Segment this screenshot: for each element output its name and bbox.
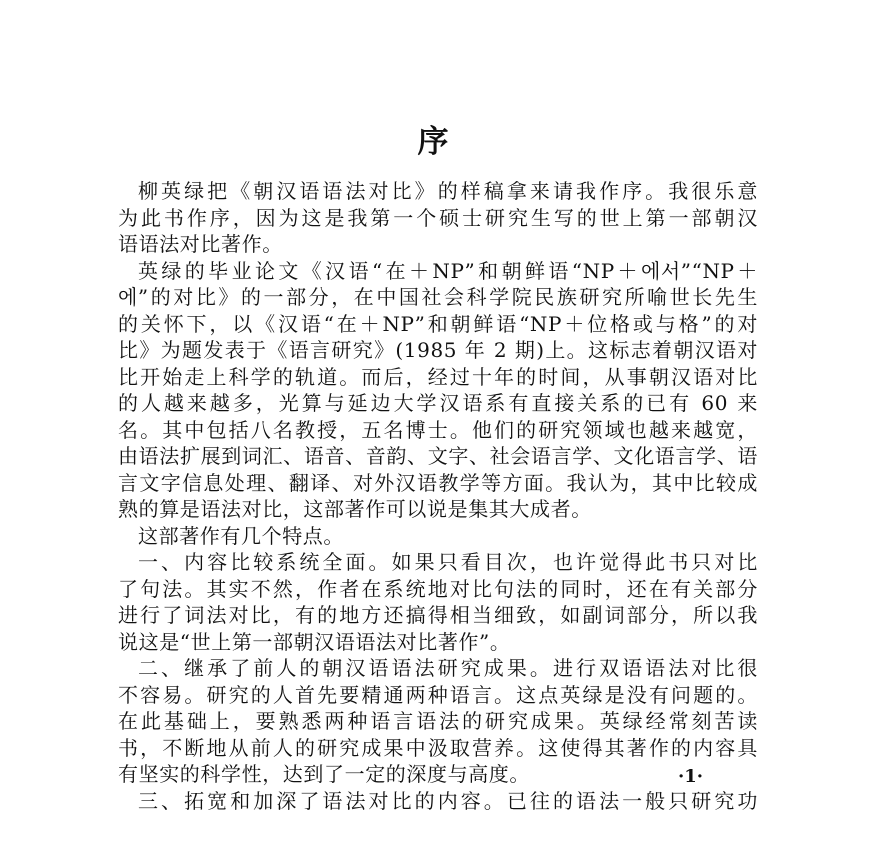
text-line: 的关怀下，以《汉语“在＋NP”和朝鲜语“NP＋位格或与格”的对 (118, 311, 758, 336)
text-line: 一、内容比较系统全面。如果只看目次，也许觉得此书只对比 (138, 550, 758, 574)
text-line: 在此基础上，要熟悉两种语言语法的研究成果。英绿经常刻苦读 (118, 709, 758, 733)
text-line: 这部著作有几个特点。 (138, 523, 344, 548)
text-line: 有坚实的科学性，达到了一定的深度与高度。 (118, 762, 530, 786)
text-line: 에”的对比》的一部分，在中国社会科学院民族研究所喻世长先生 (118, 285, 758, 309)
text-line: 名。其中包括八名教授，五名博士。他们的研究领域也越来越宽， (118, 417, 758, 442)
page-number: ·1· (678, 766, 704, 787)
text-line: 书，不断地从前人的研究成果中汲取营养。这使得其著作的内容具 (118, 735, 758, 760)
text-line: 英绿的毕业论文《汉语“在＋NP”和朝鲜语“NP＋에서”“NP＋ (138, 258, 758, 283)
text-line: 的人越来越多，光算与延边大学汉语系有直接关系的已有 60 来 (118, 391, 758, 415)
text-line: 柳英绿把《朝汉语语法对比》的样稿拿来请我作序。我很乐意 (138, 179, 758, 203)
page-title: 序 (417, 124, 453, 160)
text-line: 三、拓宽和加深了语法对比的内容。已往的语法一般只研究功 (138, 788, 758, 813)
text-line: 二、继承了前人的朝汉语语法研究成果。进行双语语法对比很 (138, 656, 758, 680)
text-line: 由语法扩展到词汇、语音、音韵、文字、社会语言学、文化语言学、语 (118, 444, 758, 468)
text-line: 进行了词法对比，有的地方还搞得相当细致，如副词部分，所以我 (118, 603, 758, 627)
text-line: 比开始走上科学的轨道。而后，经过十年的时间，从事朝汉语对比 (118, 364, 758, 389)
text-line: 熟的算是语法对比，这部著作可以说是集其大成者。 (118, 497, 592, 521)
text-line: 为此书作序，因为这是我第一个硕士研究生写的世上第一部朝汉 (118, 205, 758, 230)
text-line: 说这是“世上第一部朝汉语语法对比著作”。 (118, 629, 511, 654)
text-line: 比》为题发表于《语言研究》(1985 年 2 期)上。这标志着朝汉语对 (118, 338, 758, 362)
text-line: 语语法对比著作。 (118, 232, 283, 256)
text-line: 了句法。其实不然，作者在系统地对比句法的同时，还在有关部分 (118, 576, 758, 601)
preface-body (118, 178, 758, 814)
text-line: 言文字信息处理、翻译、对外汉语教学等方面。我认为，其中比较成 (118, 470, 758, 495)
text-line: 不容易。研究的人首先要精通两种语言。这点英绿是没有问题的。 (118, 682, 758, 707)
